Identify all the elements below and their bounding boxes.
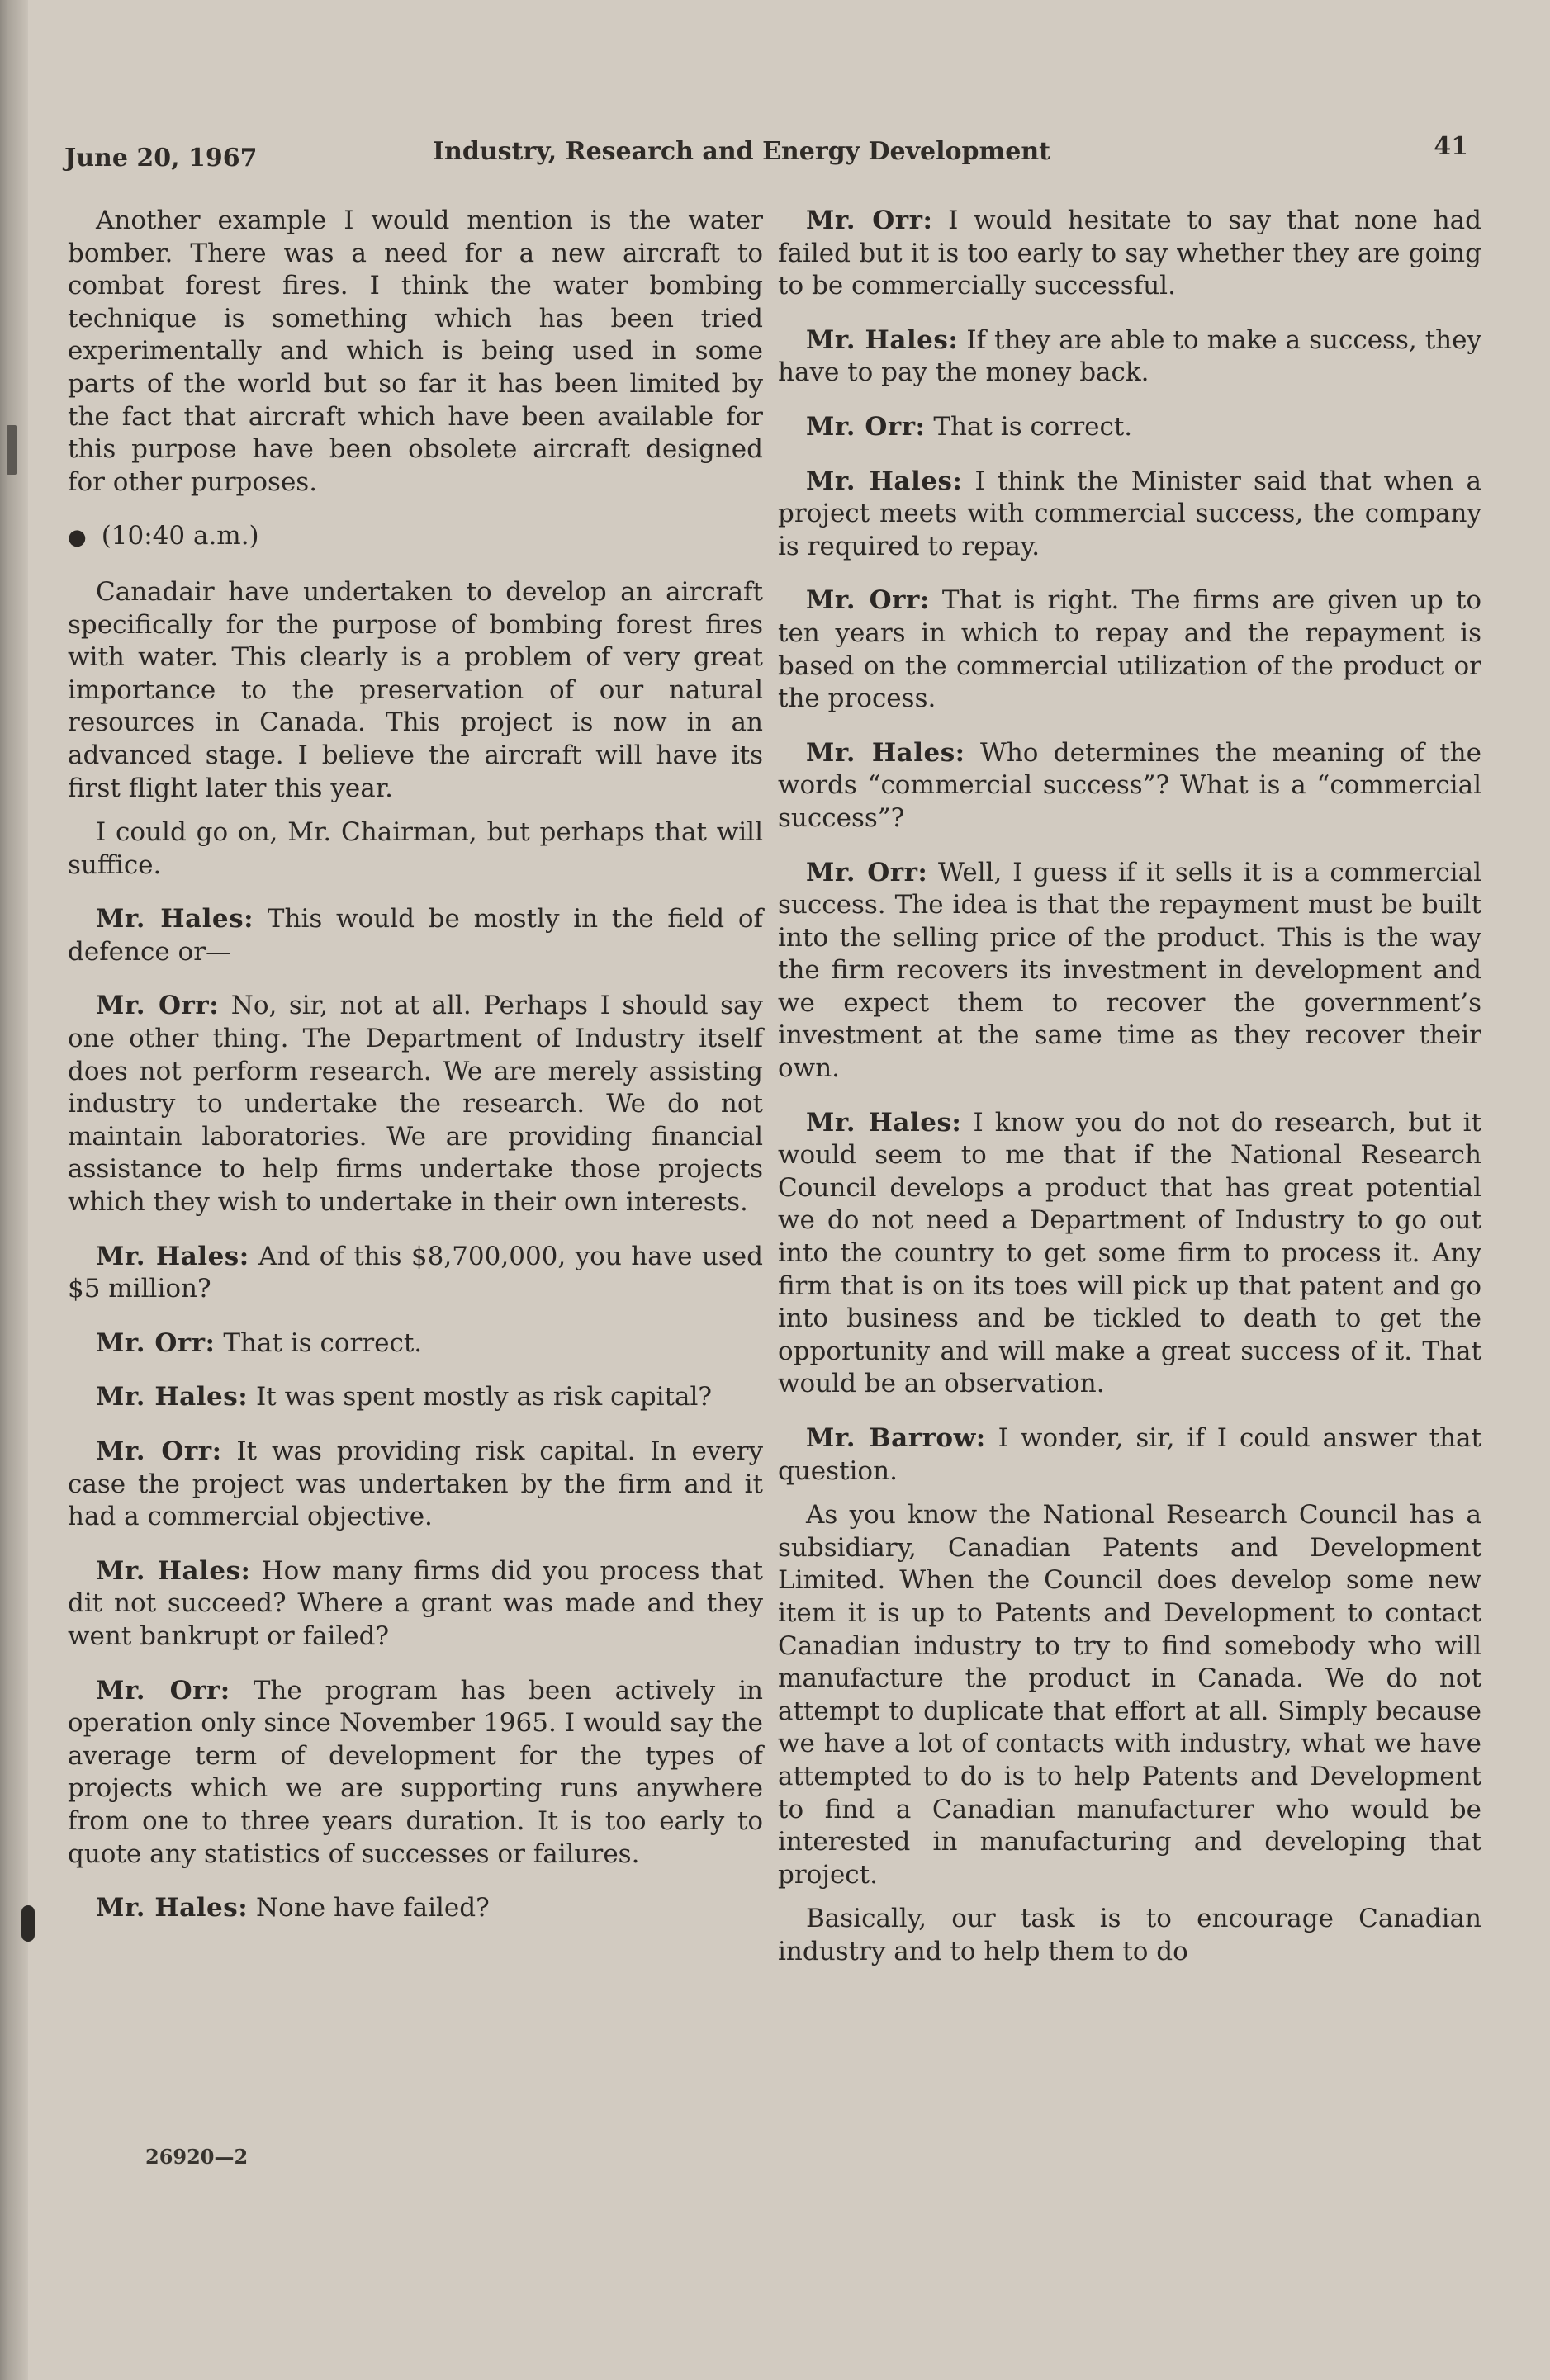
exchange <box>68 990 763 1218</box>
exchange <box>778 411 1481 444</box>
exchange <box>68 1436 763 1534</box>
exchange <box>778 205 1481 303</box>
speaker-name: Mr. Orr: <box>96 1327 216 1358</box>
speech-text: The program has been actively in operation only since November 1965. I would say the average term of development for the types of projects which we are supporting runs anywhere from one to three years duration. It is too early to quote any statistics of successes or failures. <box>68 1675 764 1869</box>
speaker-name: Mr. Orr: <box>806 857 928 887</box>
speech-text: None have failed? <box>256 1893 490 1923</box>
speaker-name: Mr. Hales: <box>96 1555 251 1586</box>
exchange <box>778 324 1481 390</box>
exchange <box>68 1381 763 1414</box>
exchange <box>68 1892 763 1925</box>
speech-text: No, sir, not at all. Perhaps I should say one other thing. The Department of Industry itself does not perform research. We are merely assisting industry to undertake the research. We do not maintain laboratories. We are providing financial assistance to help firms undertake those projects which they wish to undertake in their own interests. <box>68 991 764 1218</box>
paragraph: Canadair have undertaken to develop an aircraft specifically for the purpose of bombing forest fires with water. This clearly is a problem of very great importance to the preservation of our natural resources in Canada. This project is now in an advanced stage. I believe the aircraft will have its first flight later this year. <box>68 576 763 803</box>
speech-text: That is correct. <box>933 411 1133 442</box>
speaker-name: Mr. Hales: <box>806 1107 962 1138</box>
time-marker <box>68 520 763 555</box>
right-column <box>778 205 1481 1990</box>
left-column <box>68 205 763 1947</box>
speaker-name: Mr. Hales: <box>806 324 959 355</box>
exchange <box>778 1422 1481 1488</box>
bullet-icon: ● <box>68 525 87 551</box>
paragraph: I could go on, Mr. Chairman, but perhaps that will suffice. <box>68 817 763 880</box>
speech-text: That is right. The firms are given up to ten years in which to repay and the repayment is based on the commercial utilization of the product or the process. <box>778 585 1482 714</box>
speaker-name: Mr. Hales: <box>96 904 254 934</box>
exchange <box>778 466 1481 564</box>
exchange <box>778 737 1481 835</box>
speaker-name: Mr. Hales: <box>806 737 965 768</box>
exchange <box>778 857 1481 1086</box>
speech-text: Well, I guess if it sells it is a commercial success. The idea is that the repayment must be built into the selling price of the product. This is the way the firm recovers its investment in development and we expect them to recover the government’s investment at the same time as they recover their own. <box>778 857 1481 1084</box>
exchange <box>68 1555 763 1654</box>
speech-text: This would be mostly in the field of defence or— <box>68 904 763 967</box>
exchange <box>778 584 1481 715</box>
speech-text: I think the Minister said that when a project meets with commercial success, the company is required to repay. <box>778 466 1481 561</box>
time-marker-text: (10:40 a.m.) <box>101 521 259 551</box>
exchange <box>68 1241 763 1306</box>
speaker-name: Mr. Orr: <box>96 1436 222 1466</box>
exchange <box>778 1107 1481 1401</box>
speaker-name: Mr. Hales: <box>96 1893 249 1923</box>
speaker-name: Mr. Hales: <box>96 1382 249 1412</box>
header-title: Industry, Research and Energy Development <box>433 137 1050 166</box>
exchange <box>68 1327 763 1360</box>
speaker-name: Mr. Orr: <box>96 1675 230 1706</box>
speaker-name: Mr. Orr: <box>806 206 933 235</box>
speaker-name: Mr. Orr: <box>96 991 220 1021</box>
speaker-name: Mr. Orr: <box>806 585 930 616</box>
page-edge-hole <box>21 1905 35 1942</box>
speech-text: I know you do not do research, but it would seem to me that if the National Research Council develops a product that has great potential we do not need a Department of Industry to go out into the country to get some firm to process it. Any firm that is on its toes will pick up that patent and go into business and be tickled to death to get the opportunity and will make a great success of it. That would be an observation. <box>778 1107 1481 1399</box>
exchange <box>68 1675 763 1871</box>
footer-code: 26920—2 <box>145 2145 249 2169</box>
speaker-name: Mr. Hales: <box>96 1241 249 1271</box>
speaker-name: Mr. Orr: <box>806 411 926 442</box>
paragraph: Another example I would mention is the water bomber. There was a need for a new aircraft to combat forest fires. I think the water bombing technique is something which has been tried experimentally and which is being used in some parts of the world but so far it has been limited by the fact that aircraft which have been available for this purpose have been obsolete aircraft designed for other purposes. <box>68 206 763 497</box>
speech-text: I would hesitate to say that none had failed but it is too early to say whether they are going to be commercially successful. <box>778 206 1481 301</box>
paragraph: Basically, our task is to encourage Canadian industry and to help them to do <box>778 1904 1481 1966</box>
book-spine-shadow <box>0 0 28 2380</box>
running-header <box>64 132 1468 182</box>
header-date: June 20, 1967 <box>64 144 258 173</box>
page-number: 41 <box>1434 132 1468 161</box>
speech-text: And of this $8,700,000, you have used $5 million? <box>68 1241 763 1304</box>
speech-text: It was providing risk capital. In every case the project was undertaken by the firm and it had a commercial objective. <box>68 1436 764 1532</box>
speaker-name: Mr. Barrow: <box>806 1423 986 1453</box>
speech-text: How many firms did you process that dit not succeed? Where a grant was made and they went bankrupt or failed? <box>68 1555 763 1651</box>
speech-text: That is correct. <box>223 1327 423 1358</box>
paragraph: As you know the National Research Council has a subsidiary, Canadian Patents and Development Limited. When the Council does develop some new item it is up to Patents and Development to contact Canadian industry to try to find somebody who will manufacture the product in Canada. We do not attempt to duplicate that effort at all. Simply because we have a lot of contacts with industry, what we have attempted to do is to help Patents and Development to find a Canadian manufacturer who would be interested in manufacturing and developing that project. <box>778 1500 1481 1890</box>
speech-text: It was spent mostly as risk capital? <box>256 1382 713 1412</box>
page-edge-mark <box>7 425 17 475</box>
speech-text: Who determines the meaning of the words “commercial success”? What is a “commercial success”? <box>778 737 1481 833</box>
speech-text: I wonder, sir, if I could answer that question. <box>778 1423 1481 1486</box>
speaker-name: Mr. Hales: <box>806 466 963 496</box>
exchange <box>68 903 763 968</box>
speech-text: If they are able to make a success, they have to pay the money back. <box>778 324 1481 388</box>
